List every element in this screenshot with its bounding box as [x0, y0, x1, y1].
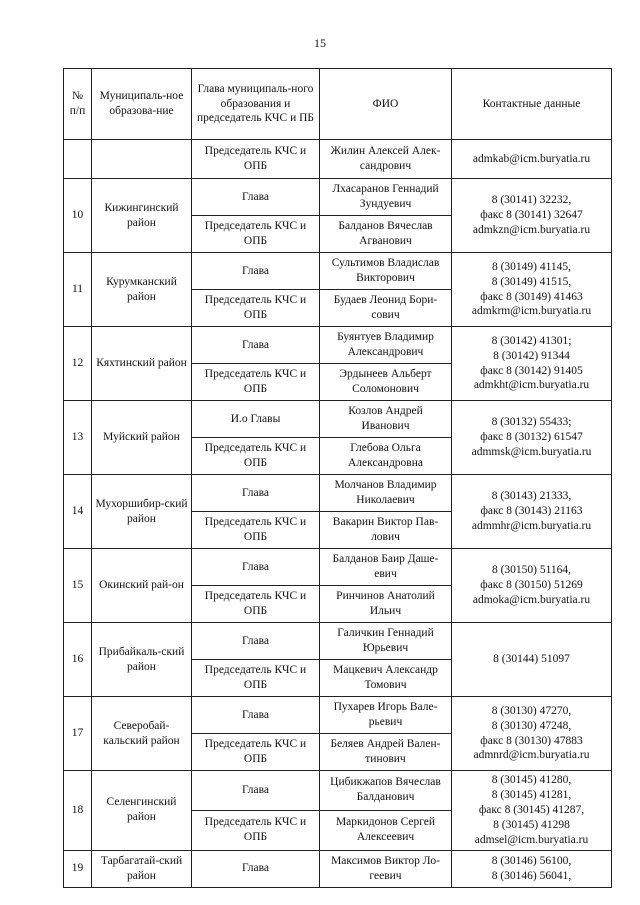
municipality-name: Мухоршибир-ский район: [92, 475, 192, 549]
official-fio: Пухарев Игорь Вале-рьевич: [320, 697, 452, 734]
contact-details: [452, 850, 612, 887]
contact-line: 8 (30146) 56100,: [491, 854, 572, 867]
official-role: Председатель КЧС и ОПБ: [192, 216, 320, 253]
table-row: [64, 401, 612, 438]
municipality-name: Прибайкаль-ский район: [92, 623, 192, 697]
continuation-num: [64, 140, 92, 179]
contact-line: 8 (30141) 32232,: [491, 194, 572, 207]
contact-line: 8 (30142) 41301;: [491, 334, 572, 347]
continuation-name: [92, 140, 192, 179]
contact-line: 8 (30150) 51164,: [491, 564, 572, 577]
row-number: 17: [64, 697, 92, 771]
official-role: Председатель КЧС и ОПБ: [192, 586, 320, 623]
official-fio: Галичкин Геннадий Юрьевич: [320, 623, 452, 660]
official-fio: Козлов Андрей Иванович: [320, 401, 452, 438]
municipality-name: Окинский рай-он: [92, 549, 192, 623]
row-number: 16: [64, 623, 92, 697]
contact-line: 8 (30144) 51097: [493, 653, 570, 666]
official-role: Председатель КЧС и ОПБ: [192, 364, 320, 401]
row-number: 14: [64, 475, 92, 549]
contact-line: факс 8 (30142) 91405: [480, 364, 583, 377]
official-role: Председатель КЧС и ОПБ: [192, 512, 320, 549]
contact-line: 8 (30145) 41280,: [491, 774, 572, 786]
row-number: 10: [64, 179, 92, 253]
contact-line: 8 (30143) 21333,: [491, 490, 572, 503]
official-role: Глава: [192, 850, 320, 887]
official-fio: Сультимов Владислав Викторович: [320, 253, 452, 290]
official-role: Председатель КЧС и ОПБ: [192, 660, 320, 697]
contact-line: admkht@icm.buryatia.ru: [473, 379, 590, 392]
official-fio: Цибикжапов Вячеслав Балданович: [320, 771, 452, 811]
header-municipality: Муниципаль-ное образова-ние: [92, 69, 192, 140]
official-role: Глава: [192, 253, 320, 290]
official-role: Глава: [192, 475, 320, 512]
contact-line: факс 8 (30150) 51269: [480, 579, 583, 592]
contact-details: [452, 475, 612, 549]
contact-line: 8 (30130) 47270,: [491, 704, 572, 717]
continuation-contacts: admkab@icm.buryatia.ru: [452, 140, 612, 179]
contact-details: [452, 401, 612, 475]
header-num: № п/п: [64, 69, 92, 140]
official-role: Глава: [192, 697, 320, 734]
table-row: [64, 253, 612, 290]
official-fio: Буянтуев Владимир Александрович: [320, 327, 452, 364]
official-role: Глава: [192, 623, 320, 660]
contact-line: факс 8 (30132) 61547: [480, 431, 583, 444]
contact-line: 8 (30142) 91344: [493, 349, 570, 362]
contact-line: admnrd@icm.buryatia.ru: [473, 749, 590, 762]
contact-line: 8 (30145) 41281,: [491, 788, 572, 801]
contact-line: 8 (30145) 41298: [493, 818, 570, 831]
table-row: [64, 697, 612, 734]
official-fio: Мацкевич Александр Томович: [320, 660, 452, 697]
official-role: Председатель КЧС и ОПБ: [192, 290, 320, 327]
official-fio: Ринчинов Анатолий Ильич: [320, 586, 452, 623]
row-number: 15: [64, 549, 92, 623]
header-head: Глава муниципаль-ного образования и председатель КЧС и ПБ: [192, 69, 320, 140]
contact-line: admsel@icm.buryatia.ru: [474, 833, 589, 846]
contact-line: admkzn@icm.buryatia.ru: [472, 223, 591, 236]
contact-details: [452, 327, 612, 401]
contact-details: [452, 549, 612, 623]
official-fio: Будаев Леонид Бори-сович: [320, 290, 452, 327]
contact-line: 8 (30149) 41515,: [491, 275, 572, 288]
table-row: [64, 327, 612, 364]
contact-line: факс 8 (30143) 21163: [480, 505, 583, 518]
municipalities-table: [63, 68, 612, 888]
page-number: 15: [314, 36, 326, 50]
row-number: 11: [64, 253, 92, 327]
municipality-name: Северобай-кальский район: [92, 697, 192, 771]
contact-line: admmhr@icm.buryatia.ru: [471, 519, 592, 532]
official-role: Председатель КЧС и ОПБ: [192, 810, 320, 850]
contact-line: факс 8 (30141) 32647: [480, 209, 583, 222]
table-header-row: [64, 69, 612, 140]
contact-line: admmsk@icm.buryatia.ru: [471, 445, 592, 458]
contact-line: 8 (30132) 55433;: [491, 416, 572, 429]
municipality-name: Тарбагатай-ский район: [92, 850, 192, 887]
table-row: [64, 850, 612, 887]
continuation-row: [64, 140, 612, 179]
official-fio: Беляев Андрей Вален-тинович: [320, 734, 452, 771]
official-role: Глава: [192, 549, 320, 586]
row-number: 18: [64, 771, 92, 851]
official-fio: Максимов Виктор Ло-геевич: [320, 850, 452, 887]
municipality-name: Кяхтинский район: [92, 327, 192, 401]
contact-line: факс 8 (30130) 47883: [480, 734, 583, 747]
contact-line: admoka@icm.buryatia.ru: [472, 593, 591, 606]
contact-details: [452, 697, 612, 771]
official-fio: Эрдынеев Альберт Соломонович: [320, 364, 452, 401]
contact-line: 8 (30146) 56041,: [491, 869, 572, 882]
official-fio: Балданов Вячеслав Агванович: [320, 216, 452, 253]
municipality-name: Селенгинский район: [92, 771, 192, 851]
official-role: И.о Главы: [192, 401, 320, 438]
contact-line: 8 (30130) 47248,: [491, 719, 572, 732]
contact-line: admkrm@icm.buryatia.ru: [471, 305, 592, 318]
official-role: Глава: [192, 327, 320, 364]
official-role: Председатель КЧС и ОПБ: [192, 438, 320, 475]
row-number: 19: [64, 850, 92, 887]
contact-line: 8 (30149) 41145,: [491, 260, 572, 273]
official-role: Глава: [192, 771, 320, 811]
row-number: 13: [64, 401, 92, 475]
official-fio: Молчанов Владимир Николаевич: [320, 475, 452, 512]
contact-line: факс 8 (30149) 41463: [480, 290, 583, 303]
official-role: Глава: [192, 179, 320, 216]
official-fio: Маркидонов Сергей Алексеевич: [320, 810, 452, 850]
contact-details: [452, 623, 612, 697]
continuation-role: Председатель КЧС и ОПБ: [192, 140, 320, 179]
municipality-name: Муйский район: [92, 401, 192, 475]
row-number: 12: [64, 327, 92, 401]
official-fio: Лхасаранов Геннадий Зундуевич: [320, 179, 452, 216]
contact-line: факс 8 (30145) 41287,: [478, 803, 585, 816]
table-row: [64, 771, 612, 811]
table-row: [64, 179, 612, 216]
municipality-name: Курумканский район: [92, 253, 192, 327]
contact-details: [452, 179, 612, 253]
table-row: [64, 475, 612, 512]
table-row: [64, 549, 612, 586]
table-row: [64, 623, 612, 660]
official-fio: Балданов Баир Дашe-евич: [320, 549, 452, 586]
contact-details: [452, 253, 612, 327]
header-fio: ФИО: [320, 69, 452, 140]
contact-details: [452, 771, 612, 851]
municipality-name: Кижингинский район: [92, 179, 192, 253]
official-fio: Вакарин Виктор Пав-лович: [320, 512, 452, 549]
header-contacts: Контактные данные: [452, 69, 612, 140]
continuation-fio: Жилин Алексей Алек-сандрович: [320, 140, 452, 179]
official-role: Председатель КЧС и ОПБ: [192, 734, 320, 771]
official-fio: Глебова Ольга Александровна: [320, 438, 452, 475]
